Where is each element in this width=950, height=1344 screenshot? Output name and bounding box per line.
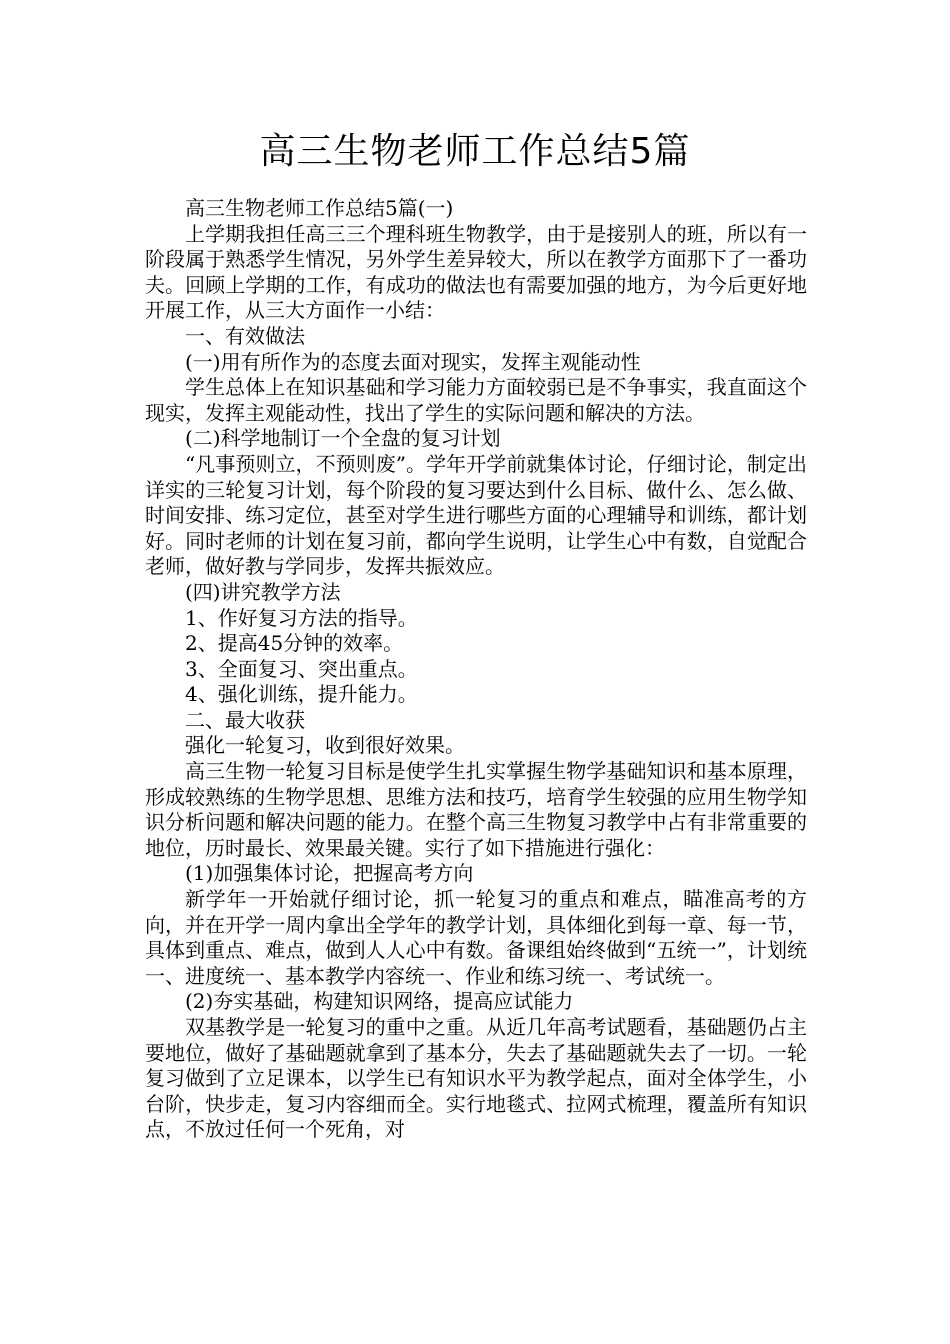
paragraph: “凡事预则立，不预则废”。学年开学前就集体讨论，仔细讨论，制定出详实的三轮复习计划，每个阶段的复习要达到什么目标、做什么、怎么做、时间安排、练习定位，甚至对学生进行哪些方面的心理辅导和训练，都计划好。同时老师的计划在复习前，都向学生说明，让学生心中有数，自觉配合老师，做好教与学同步，发挥共振效应。 — [145, 451, 807, 579]
section-heading: 高三生物老师工作总结5篇(一) — [185, 196, 454, 220]
paragraph: 强化一轮复习，收到很好效果。 — [185, 733, 465, 758]
paragraph: 上学期我担任高三三个理科班生物教学，由于是接别人的班，所以有一阶段属于熟悉学生情况，另外学生差异较大，所以在教学方面那下了一番功夫。回顾上学期的工作，有成功的做法也有需要加强的地方，为今后更好地开展工作，从三大方面作一小结： — [145, 221, 807, 323]
paragraph: 新学年一开始就仔细讨论，抓一轮复习的重点和难点，瞄准高考的方向，并在开学一周内拿出全学年的教学计划，具体细化到每一章、每一节，具体到重点、难点，做到人人心中有数。备课组始终做到“五统一”，计划统一、进度统一、基本教学内容统一、作业和练习统一、考试统一。 — [145, 887, 807, 988]
subsection-heading: (二)科学地制订一个全盘的复习计划 — [185, 426, 501, 451]
paragraph: 双基教学是一轮复习的重中之重。从近几年高考试题看，基础题仍占主要地位，做好了基础题就拿到了基本分，失去了基础题就失去了一切。一轮复习做到了立足课本，以学生已有知识水平为教学起点，面对全体学生，小台阶，快步走，复习内容细而全。实行地毯式、拉网式梳理，覆盖所有知识点，不放过任何一个死角，对 — [145, 1015, 807, 1142]
subsection-heading: (2)夯实基础，构建知识网络，提高应试能力 — [185, 989, 574, 1014]
list-item: 1、作好复习方法的指导。 — [185, 605, 418, 630]
document-title: 高三生物老师工作总结5篇 — [259, 131, 691, 172]
paragraph: 高三生物一轮复习目标是使学生扎实掌握生物学基础知识和基本原理，形成较熟练的生物学思想、思维方法和技巧，培育学生较强的应用生物学知识分析问题和解决问题的能力。在整个高三生物复习教学中占有非常重要的地位，历时最长、效果最关键。实行了如下措施进行强化： — [145, 759, 807, 860]
list-item: 4、强化训练，提升能力。 — [185, 682, 418, 707]
section-heading: 二、最大收获 — [185, 707, 305, 732]
document-body — [145, 196, 807, 1143]
subsection-heading: (一)用有所作为的态度去面对现实，发挥主观能动性 — [185, 349, 641, 374]
section-heading: 一、有效做法 — [185, 323, 305, 348]
list-item: 3、全面复习、突出重点。 — [185, 656, 418, 681]
subsection-heading: (四)讲究教学方法 — [185, 579, 341, 604]
list-item: 2、提高45分钟的效率。 — [185, 631, 404, 656]
subsection-heading: (1)加强集体讨论，把握高考方向 — [185, 861, 474, 886]
paragraph: 学生总体上在知识基础和学习能力方面较弱已是不争事实，我直面这个现实，发挥主观能动性，找出了学生的实际问题和解决的方法。 — [145, 375, 807, 425]
